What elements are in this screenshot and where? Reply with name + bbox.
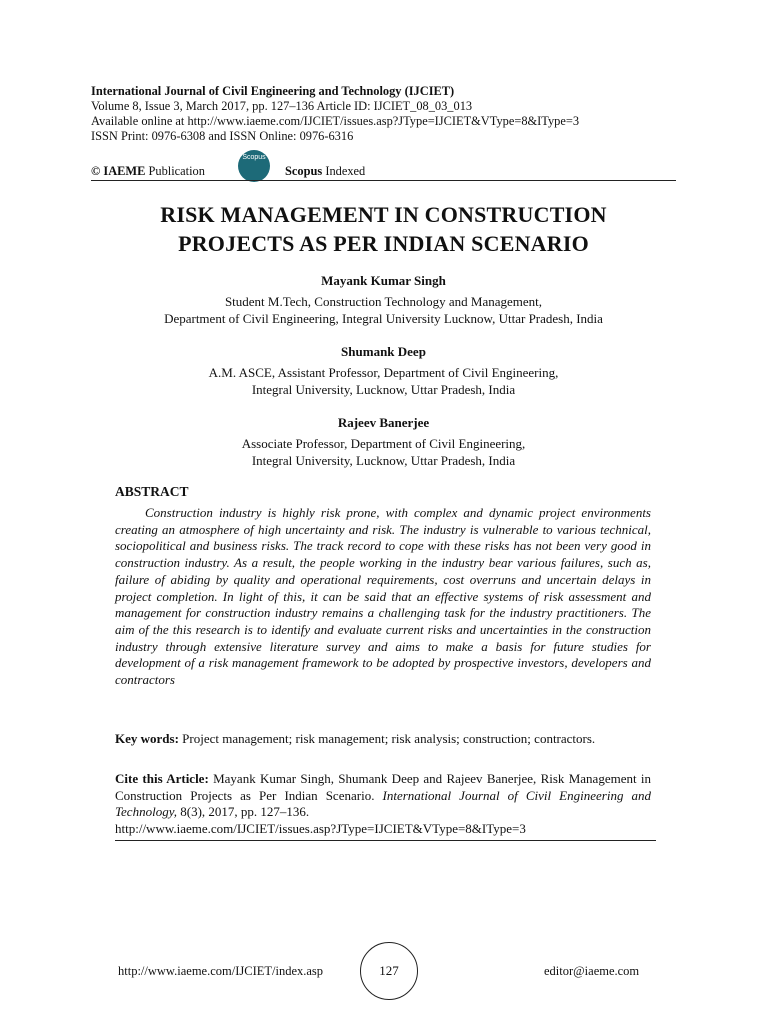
paper-title (91, 200, 676, 258)
scopus-logo-text: Scopus (242, 154, 266, 161)
author-affiliation: A.M. ASCE, Assistant Professor, Department of Civil Engineering, (208, 365, 559, 380)
abstract-heading: ABSTRACT (115, 484, 189, 499)
author-affiliation: Integral University, Lucknow, Uttar Pradesh, India (251, 453, 516, 468)
scopus-logo-icon (238, 150, 270, 182)
author-affiliation: Associate Professor, Department of Civil Engineering, (241, 436, 526, 451)
abstract-text: Construction industry is highly risk prone, with complex and dynamic project environments creating an atmosphere of high uncertainty and risk. The industry is vulnerable to various technical, sociopolitical and business risks. The track record to cope with these risks has not been very good in construction industry. As a result, the people working in the industry bear various failures, such as, failure of abiding by quality and operational requirements, cost overruns and uncertain delays in project completion. In light of this, it can be said that an effective systems of risk assessment and management for construction industry remains a challenging task for the industry practitioners. The aim of the this research is to identify and evaluate current risks and uncertainties in the construction industry through extensive literature survey and aims to make a basis for future studies for development of a risk management framework to be adopted by prospective investors, developers and contractors (115, 505, 651, 688)
author-name: Shumank Deep (341, 344, 426, 359)
cite-journal: International Journal of Civil Engineering and Technology, (115, 787, 652, 819)
issn-line: ISSN Print: 0976-6308 and ISSN Online: 0976-6316 (91, 129, 354, 143)
author-block (91, 414, 676, 469)
author-affiliation: Integral University, Lucknow, Uttar Pradesh, India (251, 382, 516, 397)
author-name: Rajeev Banerjee (337, 415, 430, 430)
publisher-name: IAEME (103, 164, 146, 178)
keywords-text: Project management; risk management; risk analysis; construction; contractors. (182, 731, 596, 746)
cite-url: http://www.iaeme.com/IJCIET/issues.asp?JType=IJCIET&VType=8&IType=3 (115, 820, 526, 836)
indexed-brand: Scopus (285, 164, 323, 178)
keywords-label: Key words: (115, 731, 179, 746)
page-number (360, 942, 418, 1000)
citation-divider (115, 840, 656, 841)
footer-email[interactable]: editor@iaeme.com (544, 964, 640, 978)
journal-header (91, 84, 681, 144)
author-list (91, 272, 676, 485)
copyright-symbol: © (91, 164, 101, 178)
author-affiliation: Department of Civil Engineering, Integral University Lucknow, Uttar Pradesh, India (164, 311, 603, 326)
author-name: Mayank Kumar Singh (321, 273, 446, 288)
page-number-text: 127 (379, 963, 399, 978)
author-block (91, 343, 676, 398)
indexed-word: Indexed (325, 164, 366, 178)
cite-details: 8(3), 2017, pp. 127–136. (180, 804, 310, 819)
volume-line: Volume 8, Issue 3, March 2017, pp. 127–136 Article ID: IJCIET_08_03_013 (91, 99, 473, 113)
available-online-line: Available online at http://www.iaeme.com/IJCIET/issues.asp?JType=IJCIET&VType=8&IType=3 (91, 114, 580, 128)
author-affiliation: Student M.Tech, Construction Technology and Management, (224, 294, 543, 309)
keywords-section (115, 731, 651, 748)
indexing-credit (285, 164, 365, 179)
title-line-2: PROJECTS AS PER INDIAN SCENARIO (178, 231, 589, 256)
author-block (91, 272, 676, 327)
title-line-1: RISK MANAGEMENT IN CONSTRUCTION (160, 202, 607, 227)
publisher-credit (91, 164, 205, 179)
cite-label: Cite this Article: (115, 771, 209, 786)
journal-name: International Journal of Civil Engineering and Technology (IJCIET) (91, 84, 455, 98)
cite-text: Mayank Kumar Singh, Shumank Deep and Rajeev Banerjee, Risk Management in Construction Projects as Per Indian Scenario. (115, 771, 652, 803)
footer-journal-url[interactable]: http://www.iaeme.com/IJCIET/index.asp (118, 964, 324, 978)
publication-word: Publication (148, 164, 205, 178)
publication-row (91, 150, 681, 180)
header-divider (91, 180, 676, 181)
citation-section (115, 771, 651, 837)
